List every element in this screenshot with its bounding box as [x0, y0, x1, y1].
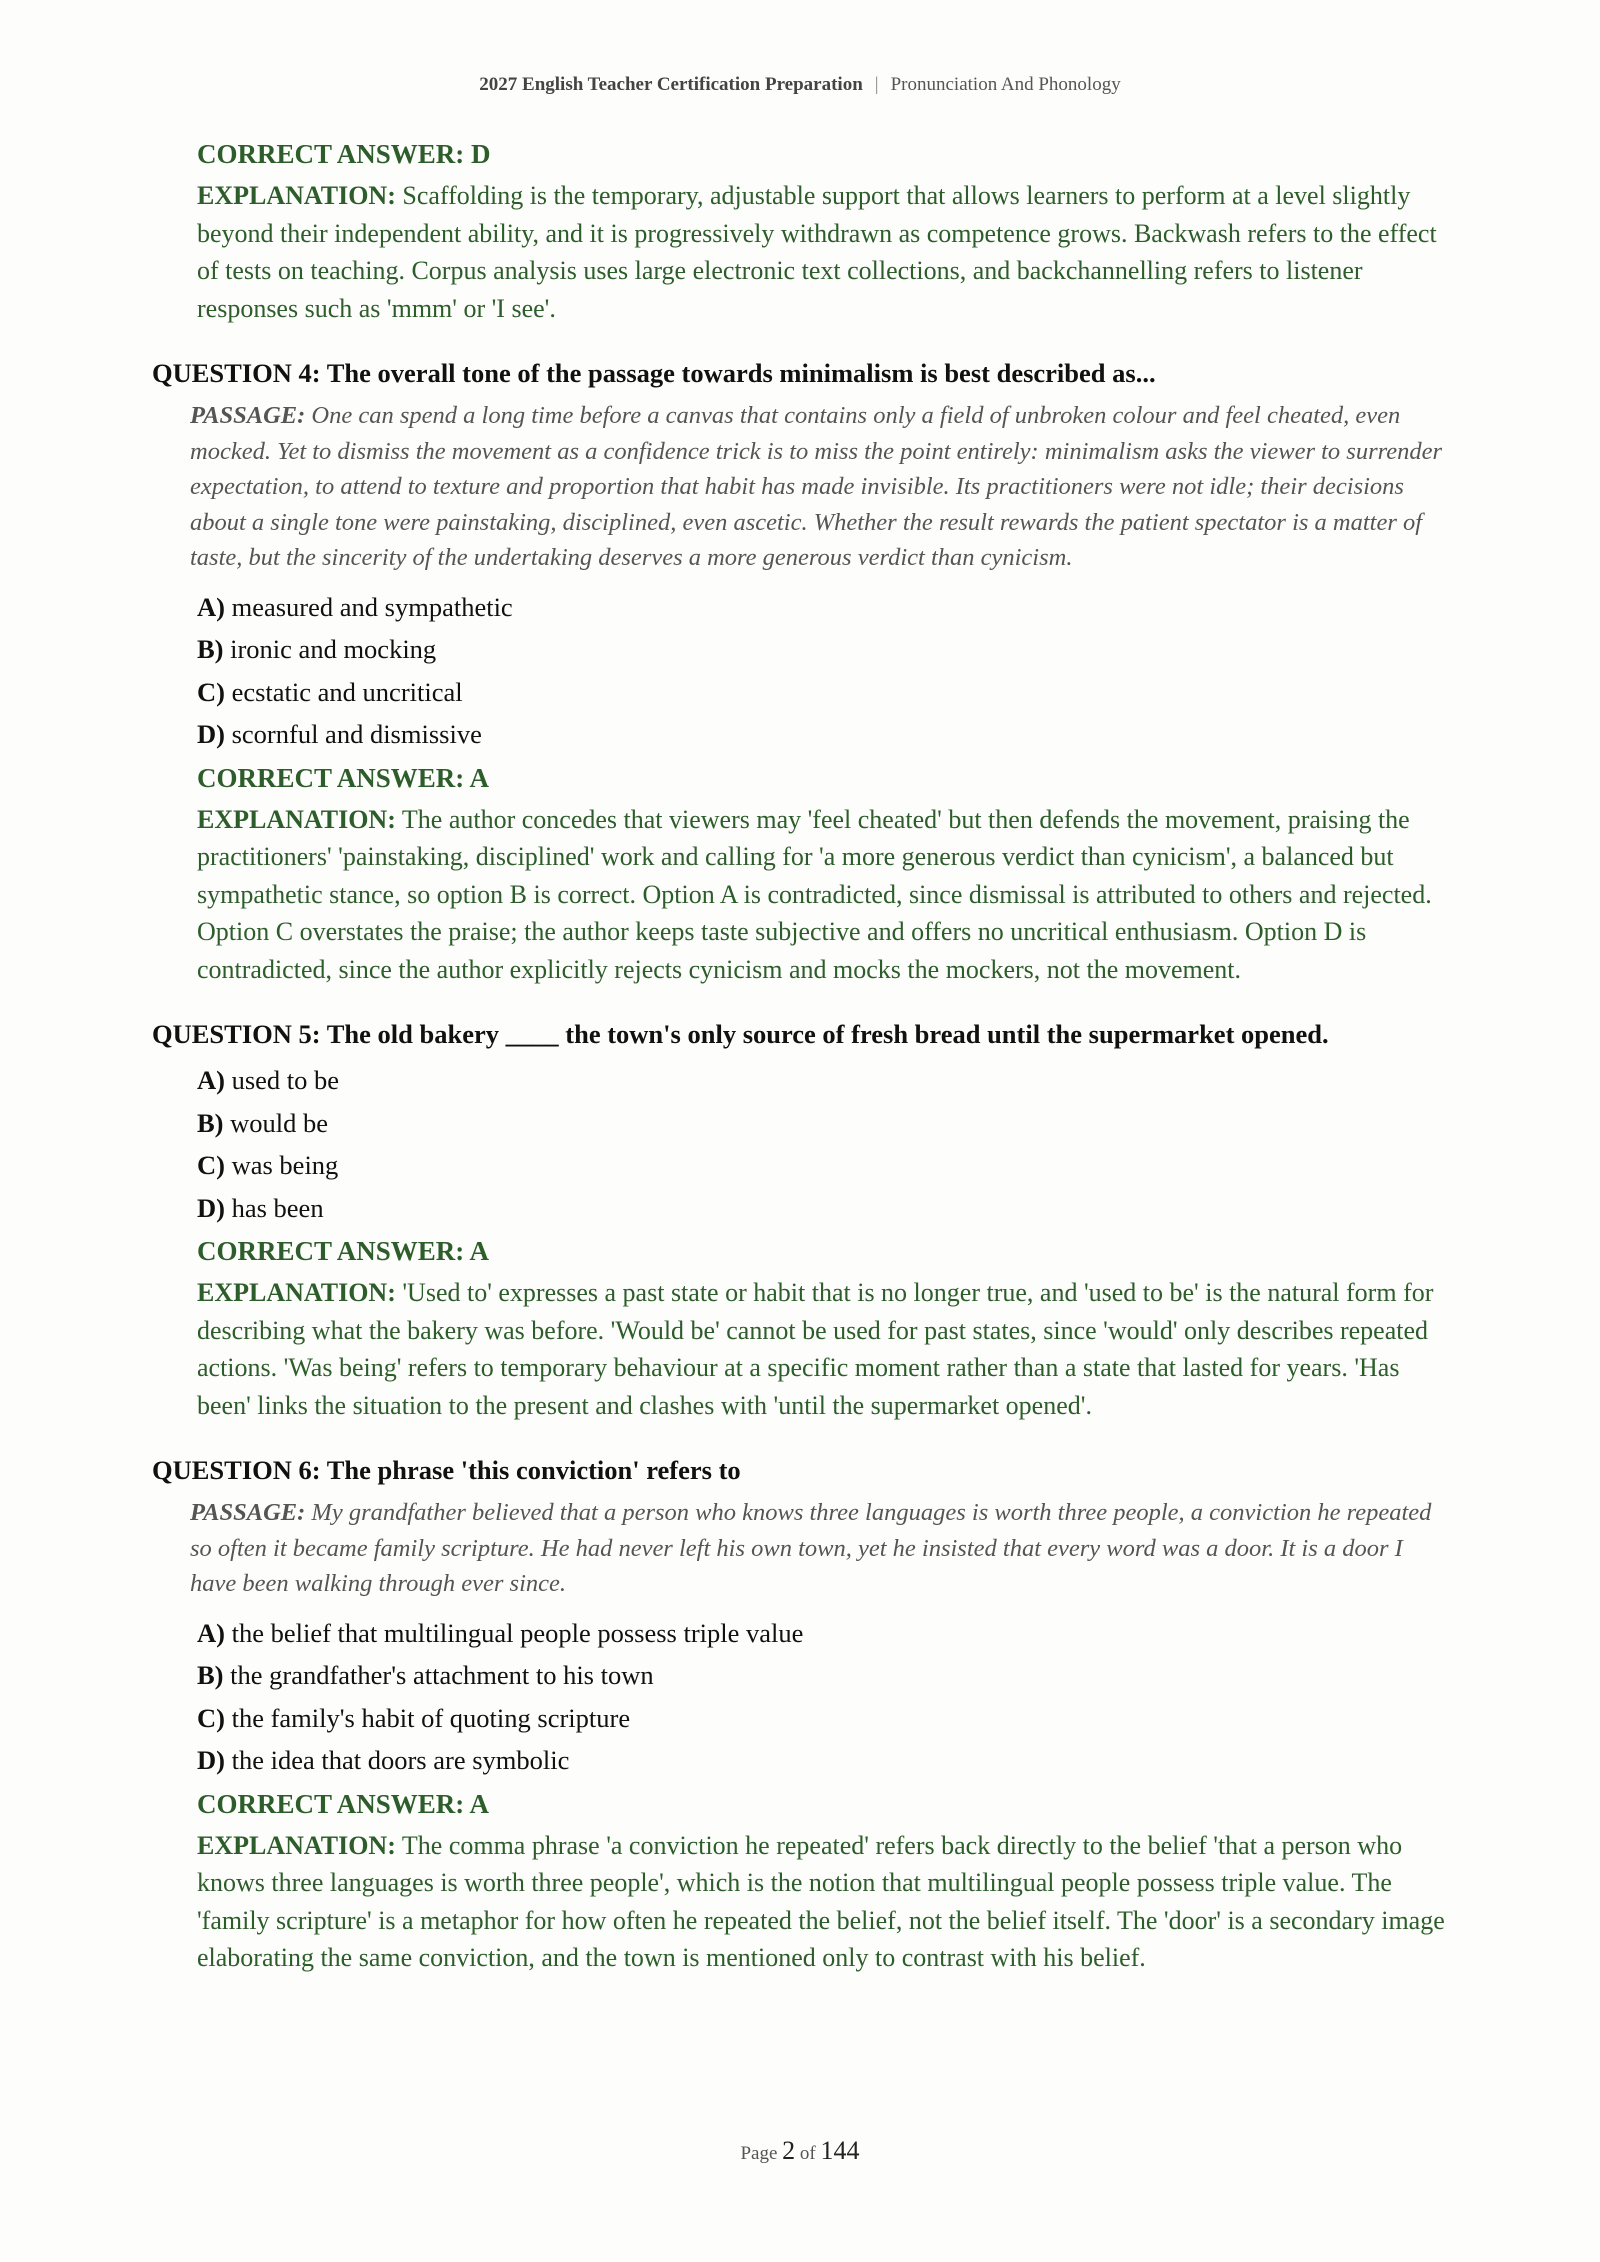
option-letter: A)	[197, 591, 225, 622]
option-a	[197, 1059, 1452, 1102]
option-text: measured and sympathetic	[231, 591, 513, 622]
option-letter: D)	[197, 719, 225, 749]
page-total: 144	[820, 2136, 860, 2165]
passage-label: PASSAGE:	[190, 402, 306, 429]
explanation	[197, 1274, 1452, 1424]
option-d	[197, 1187, 1452, 1230]
explanation	[197, 801, 1452, 989]
option-text: the family's habit of quoting scripture	[231, 1702, 631, 1733]
page-content	[152, 136, 1452, 1977]
question-heading: QUESTION 4: The overall tone of the passage towards minimalism is best described as...	[152, 358, 1156, 388]
explanation	[197, 177, 1452, 327]
explanation-label: EXPLANATION:	[197, 1278, 396, 1307]
option-a	[197, 586, 1452, 629]
option-text: has been	[231, 1192, 324, 1223]
correct-answer: CORRECT ANSWER: A	[197, 762, 490, 793]
options-list	[197, 1612, 1452, 1977]
option-d	[197, 713, 1452, 756]
explanation-text: 'Used to' expresses a past state or habit that is no longer true, and 'used to be' is the natural form for describing what the bakery was before. 'Would be' cannot be used for past states, since 'would' only describes repeated actions. 'Was being' refers to temporary behaviour at a specific moment rather than a state that lasted for years. 'Has been' links the situation to the present and clashes with 'until the supermarket opened'.	[197, 1278, 1434, 1420]
option-text: scornful and dismissive	[231, 719, 482, 749]
option-letter: C)	[197, 676, 225, 707]
explanation-text: The comma phrase 'a conviction he repeated' refers back directly to the belief 'that a person who knows three languages is worth three people', which is the notion that multilingual people possess triple value. The 'family scripture' is a metaphor for how often he repeated the belief, not the belief itself. The 'door' is a secondary image elaborating the same conviction, and the town is mentioned only to contrast with his belief.	[197, 1830, 1445, 1972]
option-text: the idea that doors are symbolic	[231, 1745, 570, 1775]
page-number: 2	[782, 2136, 796, 2165]
correct-answer: CORRECT ANSWER: D	[197, 139, 491, 169]
question-5	[152, 1016, 1452, 1424]
option-b	[197, 1654, 1452, 1697]
question-heading: QUESTION 5: The old bakery ____ the town's only source of fresh bread until the supermarket opened.	[152, 1019, 1329, 1049]
question-heading: QUESTION 6: The phrase 'this conviction' refers to	[152, 1455, 741, 1485]
option-letter: A)	[197, 1617, 225, 1648]
passage-label: PASSAGE:	[190, 1499, 306, 1526]
passage	[190, 398, 1452, 576]
correct-answer: CORRECT ANSWER: A	[197, 1236, 490, 1266]
explanation-text: The author concedes that viewers may 'feel cheated' but then defends the movement, praising the practitioners' 'painstaking, disciplined' work and calling for 'a more generous verdict than cynicism', a balanced but sympathetic stance, so option B is correct. Option A is contradicted, since dismissal is attributed to others and rejected. Option C overstates the praise; the author keeps taste subjective and offers no uncritical enthusiasm. Option D is contradicted, since the author explicitly rejects cynicism and mocks the mockers, not the movement.	[197, 804, 1432, 984]
option-letter: D)	[197, 1192, 225, 1223]
option-d	[197, 1739, 1452, 1782]
explanation	[197, 1827, 1452, 1977]
option-letter: A)	[197, 1065, 225, 1095]
question-3-answer-block	[197, 136, 1452, 327]
options-list	[197, 1059, 1452, 1424]
option-c	[197, 1697, 1452, 1740]
option-text: would be	[230, 1107, 329, 1138]
option-letter: B)	[197, 1107, 224, 1138]
option-text: the grandfather's attachment to his town	[230, 1660, 654, 1690]
correct-answer: CORRECT ANSWER: A	[197, 1788, 490, 1819]
option-text: ironic and mocking	[230, 634, 437, 664]
header-title: 2027 English Teacher Certification Preparation	[479, 74, 863, 95]
option-letter: D)	[197, 1745, 225, 1775]
passage	[190, 1495, 1452, 1602]
of-word: of	[799, 2143, 816, 2164]
page-footer	[0, 2136, 1600, 2166]
option-letter: B)	[197, 634, 224, 664]
running-header	[0, 74, 1600, 96]
explanation-label: EXPLANATION:	[197, 181, 396, 210]
option-letter: C)	[197, 1150, 225, 1180]
option-text: used to be	[231, 1065, 340, 1095]
option-letter: C)	[197, 1702, 225, 1733]
option-b	[197, 628, 1452, 671]
option-text: the belief that multilingual people possess triple value	[231, 1617, 804, 1648]
option-letter: B)	[197, 1660, 224, 1690]
passage-text: My grandfather believed that a person who knows three languages is worth three people, a conviction he repeated so often it became family scripture. He had never left his own town, yet he insisted that every word was a door. It is a door I have been walking through ever since.	[190, 1499, 1432, 1597]
page-word: Page	[740, 2143, 778, 2164]
option-c	[197, 671, 1452, 714]
explanation-text: Scaffolding is the temporary, adjustable support that allows learners to perform at a level slightly beyond their independent ability, and it is progressively withdrawn as competence grows. Backwash refers to the effect of tests on teaching. Corpus analysis uses large electronic text collections, and backchannelling refers to listener responses such as 'mmm' or 'I see'.	[197, 181, 1437, 323]
option-a	[197, 1612, 1452, 1655]
question-4	[152, 355, 1452, 988]
option-text: ecstatic and uncritical	[231, 676, 463, 707]
passage-text: One can spend a long time before a canvas that contains only a field of unbroken colour and feel cheated, even mocked. Yet to dismiss the movement as a confidence trick is to miss the point entirely: minimalism asks the viewer to surrender expectation, to attend to texture and proportion that habit has made invisible. Its practitioners were not idle; their decisions about a single tone were painstaking, disciplined, even ascetic. Whether the result rewards the patient spectator is a matter of taste, but the sincerity of the undertaking deserves a more generous verdict than cynicism.	[190, 402, 1443, 571]
explanation-label: EXPLANATION:	[197, 1830, 396, 1860]
header-section: Pronunciation And Phonology	[890, 74, 1121, 95]
question-6	[152, 1452, 1452, 1977]
header-separator: |	[874, 74, 879, 95]
option-b	[197, 1102, 1452, 1145]
explanation-label: EXPLANATION:	[197, 804, 396, 834]
option-c	[197, 1144, 1452, 1187]
options-list	[197, 586, 1452, 989]
option-text: was being	[231, 1150, 339, 1180]
